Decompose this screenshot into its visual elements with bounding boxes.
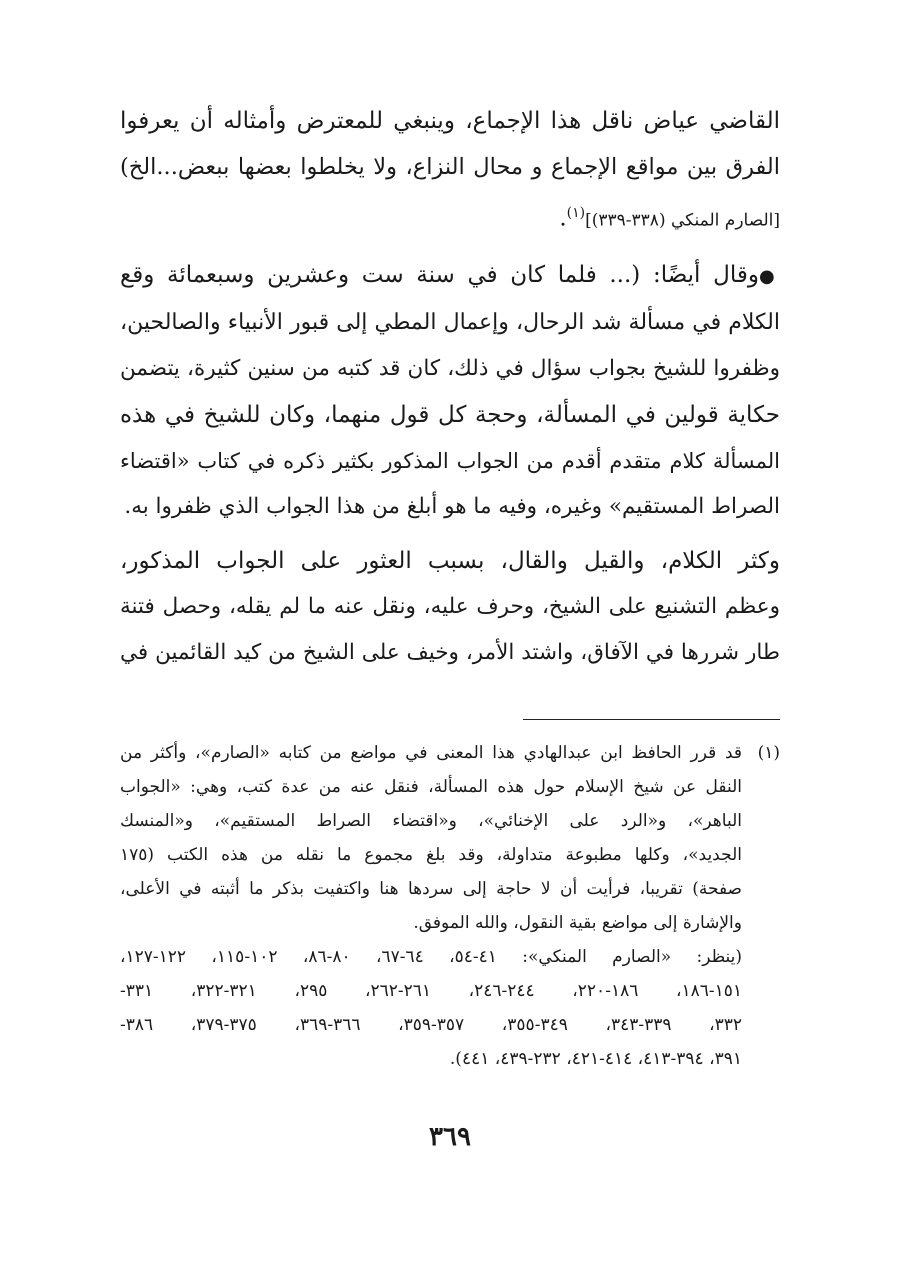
footnote-line: الباهر»، و«الرد على الإخنائي»، و«اقتضاء الصراط المستقيم»، و«المنسك (120, 811, 742, 831)
citation-line (120, 190, 780, 244)
footnote-line: ٣٣٢، ٣٣٩-٣٤٣، ٣٤٩-٣٥٥، ٣٥٧-٣٥٩، ٣٦٦-٣٦٩، ٣٧٥-٣٧٩، ٣٨٦- (120, 1015, 743, 1035)
footnote-line: قد قرر الحافظ ابن عبدالهادي هذا المعنى في مواضع من كتابه «الصارم»، وأكثر من (120, 743, 742, 763)
footnote-line: (ينظر: «الصارم المنكي»: ٤١-٥٤، ٦٤-٦٧، ٨٠-٨٦، ١٠٢-١١٥، ١٢٢-١٢٧، (120, 947, 743, 967)
citation: [الصارم المنكي (٣٣٨-٣٣٩)] (585, 210, 780, 231)
footnote-line: النقل عن شيخ الإسلام حول هذه المسألة، فنقل عنه من عدة كتب، وهي: «الجواب (120, 777, 742, 797)
text-line: القاضي عياض ناقل هذا الإجماع، وينبغي للمعترض وأمثاله أن يعرفوا (120, 108, 780, 134)
text-line: الكلام في مسألة شد الرحال، وإعمال المطي إلى قبور الأنبياء والصالحين، (120, 309, 780, 335)
text-line: المسألة كلام متقدم أقدم من الجواب المذكور بكثير ذكره في كتاب «اقتضاء (120, 448, 780, 473)
paragraph-3 (120, 538, 780, 676)
footnote-separator (523, 719, 780, 720)
text-line: وعظم التشنيع على الشيخ، وحرف عليه، ونقل عنه ما لم يقله، وحصل فتنة (120, 593, 780, 619)
footnote-body (120, 736, 742, 1076)
text-line: وظفروا للشيخ بجواب سؤال في ذلك، كان قد كتبه من سنين كثيرة، يتضمن (120, 355, 780, 381)
footnote-line: ٣٩١، ٣٩٤-٤١٣، ٤١٤-٤٢١، ٢٣٢-٤٣٩، ٤٤١). (449, 1049, 742, 1069)
footnote-line: ١٥١-١٨٦، ١٨٦-٢٢٠، ٢٤٤-٢٤٦، ٢٦١-٢٦٢، ٢٩٥، ٣٢١-٣٢٢، ٣٣١- (120, 981, 743, 1001)
main-text (120, 98, 780, 684)
paragraph-1 (120, 98, 780, 244)
text-line: حكاية قولين في المسألة، وحجة كل قول منهما، وكان للشيخ في هذه (120, 401, 780, 428)
text-line: الصراط المستقيم» وغيره، وفيه ما هو أبلغ من هذا الجواب الذي ظفروا به. (124, 493, 780, 519)
paragraph-2 (120, 252, 780, 530)
bullet-icon: ● (758, 265, 780, 287)
text-line-content: وقال أيضًا: (... فلما كان في سنة ست وعشرين وسبعمائة وقع (120, 261, 759, 288)
text-line (120, 252, 780, 300)
text-line: طار شررها في الآفاق، واشتد الأمر، وخيف على الشيخ من كيد القائمين في (120, 639, 780, 665)
period: . (559, 205, 567, 232)
text-line: الفرق بين مواقع الإجماع و محال النزاع، ولا يخلطوا بعضها ببعض...الخ) (120, 154, 780, 180)
page-number: ٣٦٩ (429, 1122, 471, 1152)
text-line: وكثر الكلام، والقيل والقال، بسبب العثور على الجواب المذكور، (120, 547, 780, 574)
footnote-row (120, 736, 780, 1076)
footnote-number: (١) (757, 743, 780, 763)
footnote-line: والإشارة إلى مواضع بقية النقول، والله الموفق. (413, 913, 742, 933)
footnote (120, 736, 780, 1076)
footnote-reference[interactable]: (١) (566, 205, 586, 221)
footnote-line: صفحة) تقريبا، فرأيت أن لا حاجة إلى سردها هنا واكتفيت بذكر ما أثبته في الأعلى، (120, 879, 742, 899)
footnote-line: الجديد»، وكلها مطبوعة متداولة، وقد بلغ مجموع ما نقله من هذه الكتب (١٧٥ (120, 845, 742, 865)
